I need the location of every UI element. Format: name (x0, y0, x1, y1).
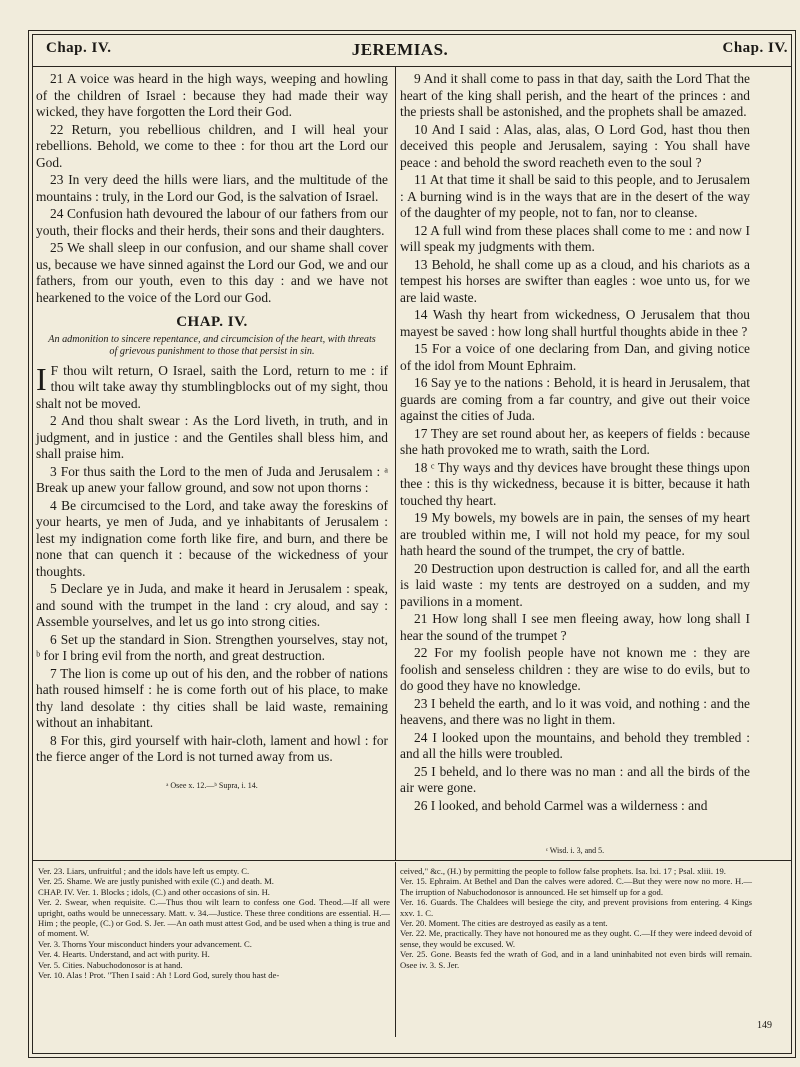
left-text-column (36, 71, 388, 794)
verse-paragraph: 7 The lion is come up out of his den, and the robber of nations hath roused himself : he is come forth out of his place, to make thy land desolate : thy cities shall be laid waste, remaining without an inhabitant. (36, 665, 388, 730)
notes-column-divider (395, 862, 396, 1037)
verse-paragraph: 20 Destruction upon destruction is called for, and all the earth is laid waste : my tents are destroyed on a sudden, and my pavilions in a moment. (400, 560, 750, 609)
commentary-note: Ver. 5. Cities. Nabuchodonosor is at hand. (38, 959, 183, 970)
commentary-note: CHAP. IV. Ver. 1. Blocks ; idols, (C.) and other occasions of sin. H. (38, 886, 270, 897)
verse-paragraph: 23 In very deed the hills were liars, and the multitude of the mountains : truly, in the Lord our God, is the salvation of Israel. (36, 172, 388, 204)
commentary-note: Ver. 2. Swear, when requisite. C.—Thus thou wilt learn to confess one God. Theod.—If all were upright, oaths would be unnecessary. Matt. v. 34.—Justice. These three conditions are essential. H.—Him ; the people, (C.) or God. S. Jer. —An oath must attest God, and be used when a thing is true and of moment. W. (38, 897, 390, 939)
verse-paragraph: 19 My bowels, my bowels are in pain, the senses of my heart are troubled within me, I will not hold my peace, for my soul hath heard the sound of the trumpet, the cry of battle. (400, 510, 750, 558)
verse-paragraph: 10 And I said : Alas, alas, alas, O Lord God, hast thou then deceived this people and Jerusalem, saying : You shall have peace : and behold the sword reacheth even to the soul ? (400, 121, 750, 170)
verse-paragraph: 3 For thus saith the Lord to the men of Juda and Jerusalem : ᵃ Break up anew your fallow ground, and sow not upon thorns : (36, 463, 388, 495)
verse-paragraph: 5 Declare ye in Juda, and make it heard in Jerusalem : speak, and sound with the trumpet in the land : cry aloud, and say : Assemble yourselves, and let us go into strong cities. (36, 581, 388, 629)
cross-reference-left: ᵃ Osee x. 12.—ᵇ Supra, i. 14. (166, 780, 258, 790)
commentary-notes-left (38, 866, 390, 980)
verse-paragraph: 25 We shall sleep in our confusion, and our shame shall cover us, because we have sinned against the Lord our God, we and our fathers, from our youth, even to this day : and we have not hearkened to the voice of the Lord our God. (36, 240, 388, 305)
commentary-note: Ver. 10. Alas ! Prot. "Then I said : Ah ! Lord God, surely thou hast de- (38, 970, 280, 981)
commentary-notes-right (400, 866, 752, 970)
verse-paragraph: 23 I beheld the earth, and lo it was void, and nothing : and the heavens, and there was no light in them. (400, 695, 750, 727)
verse-paragraph: 21 A voice was heard in the high ways, weeping and howling of the children of Israel : because they had made their way wicked, they have forgotten the Lord their God. (36, 71, 388, 119)
verse-paragraph: 2 And thou shalt swear : As the Lord liveth, in truth, and in judgment, and in justice : and the Gentiles shall bless him, and shall praise him. (36, 413, 388, 461)
page-number: 149 (757, 1020, 772, 1031)
verse-paragraph: 24 Confusion hath devoured the labour of our fathers from our youth, their flocks and their herds, their sons and their daughters. (36, 206, 388, 238)
cross-reference-right: ᶜ Wisd. i. 3, and 5. (545, 846, 605, 855)
chapter-heading: CHAP. IV. (176, 314, 248, 330)
notes-rule (32, 860, 792, 861)
chapter-opening-paragraph (36, 360, 388, 413)
verse-paragraph: 11 At that time it shall be said to this people, and to Jerusalem : A burning wind is in the ways that are in the desert of the way of the daughter of my people, not to fan, nor to cleanse. (400, 172, 750, 220)
verse-paragraph: 12 A full wind from these places shall come to me : and now I will speak my judgments with them. (400, 222, 750, 254)
verse-paragraph: 16 Say ye to the nations : Behold, it is heard in Jerusalem, that guards are coming from a far country, and give out their voice against the cities of Juda. (400, 375, 750, 423)
verse-paragraph: 26 I looked, and behold Carmel was a wilderness : and (414, 797, 708, 813)
verse-paragraph: 17 They are set round about her, as keepers of fields : because she hath provoked me to wrath, saith the Lord. (400, 425, 750, 457)
verse-paragraph: 25 I beheld, and lo there was no man : and all the birds of the air were gone. (400, 763, 750, 795)
verse-paragraph: 4 Be circumcised to the Lord, and take away the foreskins of your hearts, ye men of Juda, and ye inhabitants of Jerusalem : lest my indignation come forth like fire, and burn, and there be none that can quench it : because of the wickedness of your thoughts. (36, 497, 388, 579)
verse-paragraph: 14 Wash thy heart from wickedness, O Jerusalem that thou mayest be saved : how long shall hurtful thoughts abide in thee ? (400, 307, 750, 339)
column-divider (395, 67, 396, 860)
running-title: JEREMIAS. (351, 40, 449, 59)
drop-capital: I (36, 360, 47, 397)
verse-paragraph: 9 And it shall come to pass in that day, saith the Lord That the heart of the king shall perish, and the heart of the princes : and the priests shall be astonished, and the prophets shall be amazed. (400, 71, 750, 119)
chapter-summary: An admonition to sincere repentance, and circumcision of the heart, with threats of grievous punishment to those that persist in sin. (48, 333, 376, 357)
verse-paragraph: 22 Return, you rebellious children, and I will heal your rebellions. Behold, we come to thee : for thou art the Lord our God. (36, 121, 388, 170)
chapter-label-left: Chap. IV. (46, 40, 112, 56)
verse-paragraph: 24 I looked upon the mountains, and behold they trembled : and all the hills were troubled. (400, 729, 750, 761)
commentary-note: Ver. 16. Guards. The Chaldees will besiege the city, and prevent provisions from entering. 4 Kings xxv. 1. C. (400, 897, 752, 918)
commentary-note: Ver. 22. Me, practically. They have not honoured me as they ought. C.—If they were indeed devoid of sense, they would be excused. W. (400, 928, 752, 949)
verse-paragraph: 22 For my foolish people have not known me : they are foolish and senseless children : they are wise to do evils, but to do good they have no knowledge. (400, 645, 750, 693)
commentary-note: Ver. 4. Hearts. Understand, and act with purity. H. (38, 949, 210, 960)
verse-paragraph: 15 For a voice of one declaring from Dan, and giving notice of the idol from Mount Ephraim. (400, 341, 750, 373)
commentary-note: Ver. 23. Liars, unfruitful ; and the idols have left us empty. C. (38, 866, 250, 876)
commentary-note: Ver. 25. Shame. We are justly punished with exile (C.) and death. M. (38, 876, 274, 887)
verse-paragraph: 18 ᶜ Thy ways and thy devices have brought these things upon thee : this is thy wickedness, because it is bitter, because it hath touched thy heart. (400, 459, 750, 508)
verse-paragraph: 6 Set up the standard in Sion. Strengthen yourselves, stay not, ᵇ for I bring evil from the north, and great destruction. (36, 631, 388, 663)
commentary-note: Ver. 15. Ephraim. At Bethel and Dan the calves were adored. C.—But they were now no more. H.—The irruption of Nabuchodonosor is announced. He set himself up for a god. (400, 876, 752, 897)
commentary-note: Ver. 20. Moment. The cities are destroyed as easily as a tent. (400, 918, 608, 929)
right-text-column (400, 71, 750, 815)
opening-text: F thou wilt return, O Israel, saith the Lord, return to me : if thou wilt take away thy stumblingblocks out of my sight, thou shalt not be moved. (36, 362, 388, 411)
verse-paragraph: 8 For this, gird yourself with hair-cloth, lament and howl : for the fierce anger of the Lord is not turned away from us. (36, 732, 388, 764)
verse-paragraph: 21 How long shall I see men fleeing away, how long shall I hear the sound of the trumpet ? (400, 611, 750, 643)
commentary-note: ceived," &c., (H.) by permitting the people to follow false prophets. Isa. lxi. 17 ; Psal. xliii. 19. (400, 866, 726, 876)
verse-paragraph: 13 Behold, he shall come up as a cloud, and his chariots as a tempest his horses are swifter than eagles : woe unto us, for we are laid waste. (400, 256, 750, 305)
commentary-note: Ver. 3. Thorns Your misconduct hinders your advancement. C. (38, 938, 252, 949)
header-rule (32, 66, 792, 67)
chapter-label-right: Chap. IV. (722, 40, 788, 56)
commentary-note: Ver. 25. Gone. Beasts fed the wrath of God, and in a land uninhabited not even birds will remain. Osee iv. 3. S. Jer. (400, 949, 752, 970)
